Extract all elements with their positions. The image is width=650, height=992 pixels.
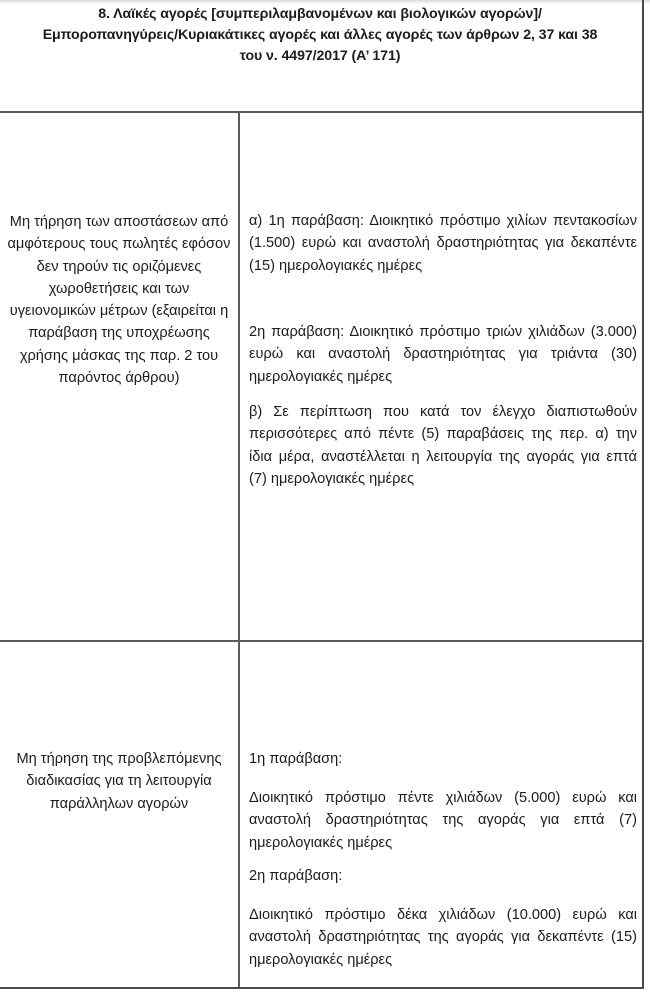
penalty-cell — [240, 642, 642, 987]
violation-cell — [0, 642, 240, 987]
violation-text: Μη τήρηση των αποστάσεων από αμφότερους τους πωλητές εφόσον δεν τηρούν τις οριζόμενες χωροθετήσεις και των υγειονομικών μέτρων (εξαιρείται η παράβαση της υποχρέωσης χρήσης μάσκας της παρ. 2 του παρόντος άρθρου) — [7, 214, 231, 387]
penalty-heading: 1η παράβαση: — [249, 751, 343, 767]
penalty-paragraph: β) Σε περίπτωση που κατά τον έλεγχο διαπιστωθούν περισσότερες από πέντε (5) παραβάσεις της περ. α) την ίδια μέρα, αναστέλλεται η λειτουργία της αγοράς για επτά (7) ημερολογιακές ημέρες — [249, 404, 637, 487]
penalty-paragraph: 2η παράβαση: Διοικητικό πρόστιμο τριών χιλιάδων (3.000) ευρώ και αναστολή δραστηριότητας για τριάντα (30) ημερολογιακές ημέρες — [249, 324, 637, 385]
violation-cell — [0, 113, 240, 640]
table-header-cell — [0, 0, 642, 113]
penalty-paragraph: Διοικητικό πρόστιμο πέντε χιλιάδων (5.000) ευρώ και αναστολή δραστηριότητας της αγοράς για επτά (7) ημερολογιακές ημέρες — [249, 790, 637, 851]
section-title: 8. Λαϊκές αγορές [συμπεριλαμβανομένων και βιολογικών αγορών]/Εμποροπανηγύρεις/Κυριακάτικες αγορές και άλλες αγορές των άρθρων 2, 37 και 38 του ν. 4497/2017 (Α’ 171) — [42, 6, 598, 64]
penalty-heading: 2η παράβαση: — [249, 868, 343, 884]
violation-text: Μη τήρηση της προβλεπόμενης διαδικασίας για τη λειτουργία παράλληλων αγορών — [16, 751, 222, 812]
penalty-paragraph: Διοικητικό πρόστιμο δέκα χιλιάδων (10.000) ευρώ και αναστολή δραστηριότητας της αγοράς για δεκαπέντε (15) ημερολογιακές ημέρες — [249, 907, 637, 968]
penalty-paragraph: α) 1η παράβαση: Διοικητικό πρόστιμο χιλίων πεντακοσίων (1.500) ευρώ και αναστολή δραστηριότητας για δεκαπέντε (15) ημερολογιακές ημέρες — [249, 213, 637, 274]
table-row — [0, 113, 642, 642]
table-row — [0, 642, 642, 987]
penalty-cell — [240, 113, 642, 640]
